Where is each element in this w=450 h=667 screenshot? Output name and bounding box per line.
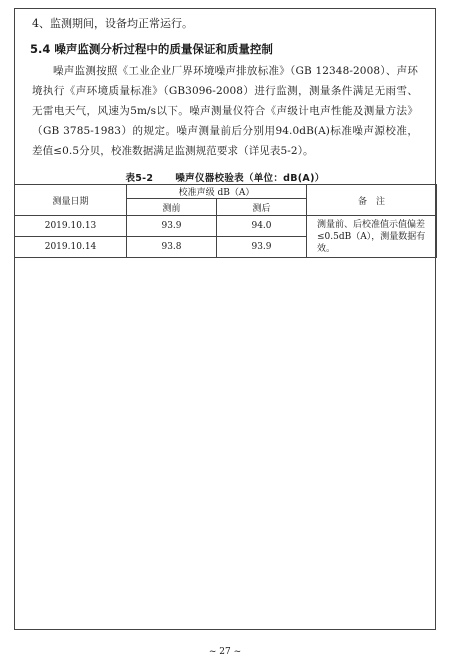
header-before: 测前 [127,199,217,216]
cell-remark: 测量前、后校准值示值偏差≤0.5dB（A），测量数据有效。 [307,216,437,258]
cell-after: 94.0 [217,216,307,237]
section-heading: 5.4 噪声监测分析过程中的质量保证和质量控制 [30,42,273,56]
document-body [32,16,418,161]
table-row [15,216,437,237]
cell-date: 2019.10.14 [15,237,127,258]
intro-line: 4、监测期间，设备均正常运行。 [32,17,193,30]
header-remark: 备 注 [307,185,437,216]
table-caption-wrap [14,170,436,184]
table-header-row [15,185,437,199]
header-after: 测后 [217,199,307,216]
cell-date: 2019.10.13 [15,216,127,237]
table-caption-tag: 表5-2 [125,173,154,184]
page-number: ~ 27 ~ [208,647,242,657]
calibration-table [14,184,437,258]
header-date: 测量日期 [15,185,127,216]
cell-before: 93.9 [127,216,217,237]
cell-before: 93.8 [127,237,217,258]
section-paragraph: 噪声监测按照《工业企业厂界环境噪声排放标准》（GB 12348-2008）、声环境执行《声环境质量标准》（GB3096-2008）进行监测，测量条件满足无雨雪、无雷电天气，风速为5m/s以下。噪声测量仪符合《声级计电声性能及测量方法》（GB 3785-1983）的规定。噪声测量前后分别用94.0dB(A)标准噪声源校准，差值≤0.5分贝，校准数据满足监测规范要求（详见表5-2）。 [32,65,418,157]
table-caption-title: 噪声仪器校验表（单位：dB(A)） [175,173,325,184]
header-level: 校准声级 dB（A） [127,185,307,199]
cell-after: 93.9 [217,237,307,258]
table-caption [14,170,436,184]
